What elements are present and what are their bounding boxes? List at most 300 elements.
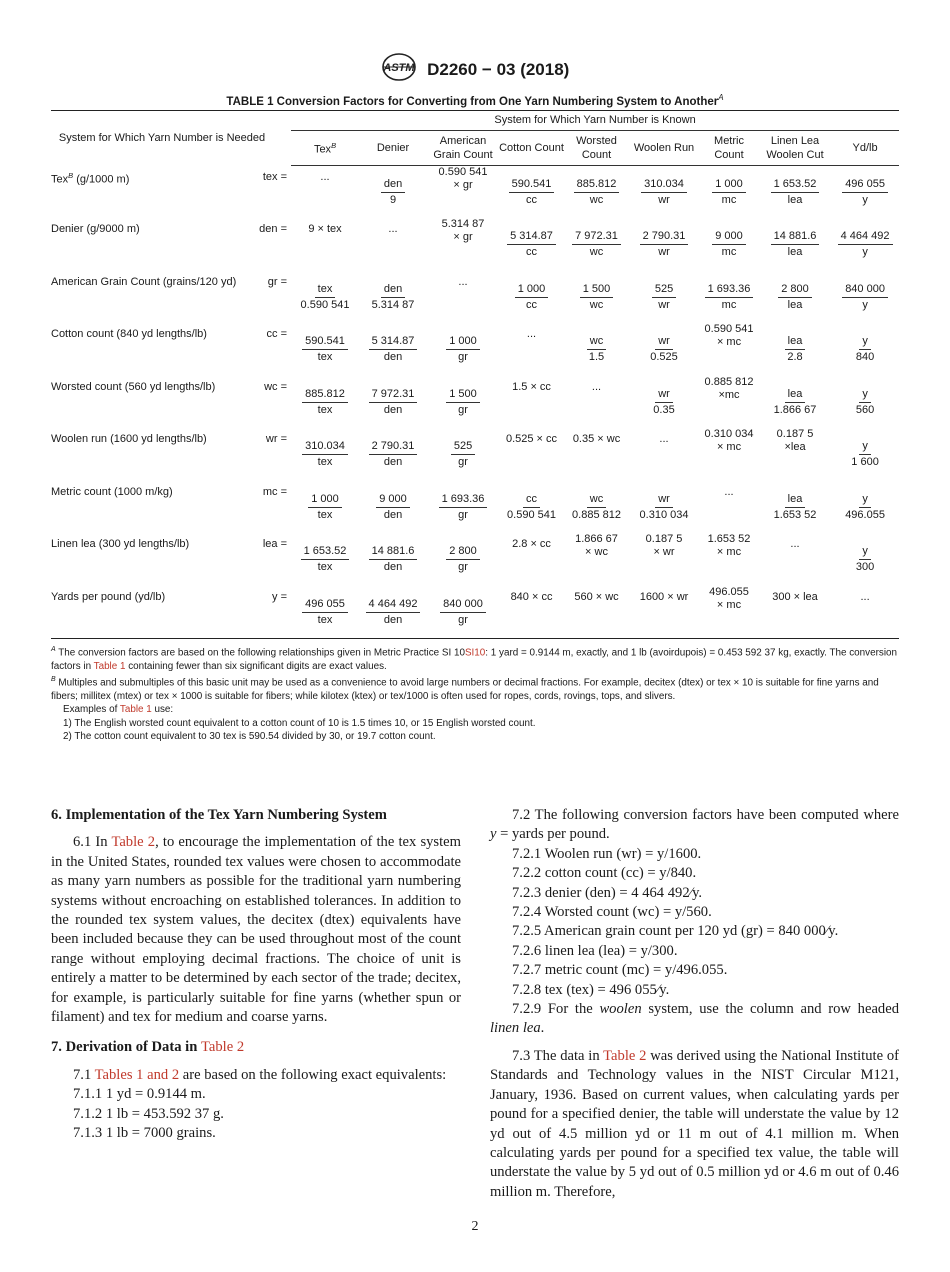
fraction-numerator: lea	[785, 388, 806, 403]
table-cell	[699, 586, 759, 639]
cell-value: ...	[388, 223, 398, 235]
factor-variable: ×mc	[718, 388, 740, 401]
cell-value: 560 × wc	[574, 590, 619, 603]
fraction	[771, 178, 820, 207]
section-7-heading-text: 7. Derivation of Data in	[51, 1039, 201, 1056]
fraction-denominator: wc	[589, 246, 604, 258]
fraction	[647, 335, 681, 364]
document-header	[0, 52, 950, 87]
fraction	[842, 178, 888, 207]
footnote-a	[51, 643, 899, 673]
fraction-denominator: den	[383, 561, 403, 573]
fraction-numerator: 840 000	[842, 283, 888, 298]
table-caption-text: TABLE 1 Conversion Factors for Converting from One Yarn Numbering System to Another	[226, 95, 719, 108]
row-label	[51, 586, 257, 639]
table-cell	[699, 376, 759, 429]
item-7-2-9-text: 7.2.9 For the	[512, 1001, 600, 1018]
fraction-numerator: 525	[652, 283, 676, 298]
item-7-2-1: 7.2.1 Woolen run (wr) = y/1600.	[512, 845, 702, 862]
fraction-denominator: 300	[855, 561, 875, 573]
footnote-a-text-3: containing fewer than six significant digits are exact values.	[125, 660, 387, 672]
fraction	[369, 335, 418, 364]
fraction-denominator: lea	[787, 298, 803, 311]
row-symbol: cc =	[266, 328, 288, 340]
fraction-denominator: tex	[317, 456, 333, 468]
factor-variable: × gr	[453, 231, 473, 243]
item-7-2-6: 7.2.6 linen lea (lea) = y/300.	[512, 942, 678, 959]
cell-value: 0.35 × wc	[572, 433, 621, 445]
product-expression	[709, 586, 749, 612]
tables-1-2-link[interactable]: Tables 1 and 2	[94, 1066, 180, 1083]
table-cell	[699, 323, 759, 376]
factor-value: 1.653 52	[707, 533, 751, 545]
fraction	[302, 440, 348, 469]
table-cell	[499, 218, 564, 271]
fraction-denominator: 560	[855, 403, 875, 416]
fraction-numerator: 590.541	[302, 335, 348, 350]
product-expression	[705, 376, 754, 402]
fraction-numerator: y	[859, 440, 871, 455]
table-cell	[629, 481, 699, 534]
fraction	[369, 388, 418, 417]
factor-value: 0.310 034	[704, 428, 754, 440]
row-label-text: Tex	[51, 173, 69, 186]
left-column	[51, 806, 461, 1144]
fraction-denominator: tex	[317, 613, 333, 626]
cell-value: 9 × tex	[308, 223, 342, 235]
table-cell	[831, 481, 899, 534]
factor-variable: × gr	[453, 179, 473, 191]
table-row	[51, 428, 899, 481]
linen-lea-term: linen lea	[490, 1020, 541, 1037]
fraction	[439, 493, 488, 522]
column-header-footnote-mark: B	[331, 141, 337, 151]
fraction-numerator: 1 000	[515, 283, 549, 298]
row-symbol: wr =	[265, 433, 288, 445]
cell-value: ...	[526, 328, 537, 340]
table-cell	[291, 376, 359, 429]
table-cell	[291, 586, 359, 639]
fraction-numerator: 1 693.36	[439, 493, 488, 508]
table-cell	[759, 376, 831, 429]
table-cell	[759, 166, 831, 219]
row-label	[51, 166, 257, 219]
fraction	[446, 388, 480, 417]
product-expression	[646, 533, 683, 559]
table-cell	[359, 428, 427, 481]
row-symbol: den =	[259, 223, 288, 235]
footnote-b	[51, 673, 899, 703]
table-2-link[interactable]: Table 2	[111, 834, 156, 851]
column-header	[629, 131, 699, 166]
table-cell	[831, 166, 899, 219]
fraction	[569, 493, 624, 522]
table-cell	[699, 533, 759, 586]
example-2: 2) The cotton count equivalent to 30 tex is 590.54 divided by 30, or 19.7 cotton count.	[63, 731, 436, 743]
paragraph-7-1-text: 7.1	[73, 1066, 95, 1083]
table-cell	[564, 586, 629, 639]
fraction	[376, 493, 410, 522]
fraction-denominator: y	[862, 246, 868, 258]
fraction	[705, 283, 754, 312]
fraction-denominator: mc	[721, 194, 737, 206]
table-body	[51, 166, 899, 639]
fraction	[446, 335, 480, 364]
needed-system-header: System for Which Yarn Number is Needed	[51, 111, 291, 166]
fraction	[446, 545, 480, 574]
row-label-text: American Grain Count (grains/120 yd)	[51, 275, 237, 288]
footnote-b-mark: B	[51, 676, 56, 684]
table-cell	[831, 533, 899, 586]
fraction-denominator: wc	[589, 194, 604, 206]
fraction-numerator: lea	[785, 493, 806, 508]
table-cell	[427, 481, 499, 534]
fraction	[298, 283, 353, 312]
column-header	[699, 131, 759, 166]
table-caption-footnote-mark: A	[718, 93, 724, 102]
fraction	[853, 545, 877, 574]
section-7-heading	[51, 1038, 461, 1057]
table-cell	[499, 376, 564, 429]
table-cell	[759, 481, 831, 534]
product-expression	[442, 218, 485, 244]
cell-value: 840 × cc	[510, 590, 553, 603]
table-cell	[564, 428, 629, 481]
cell-value: ...	[458, 275, 468, 288]
table-cell	[699, 166, 759, 219]
table-cell	[359, 481, 427, 534]
fraction-denominator: y	[862, 298, 868, 311]
fraction-denominator: 1 600	[851, 456, 879, 468]
item-7-2-8: 7.2.8 tex (tex) = 496 055⁄y.	[512, 981, 670, 998]
fraction-denominator: den	[383, 403, 403, 416]
fraction-denominator: 9	[389, 194, 397, 206]
fraction-numerator: wr	[655, 335, 673, 350]
factor-variable: × wc	[585, 546, 608, 558]
table-cell	[759, 586, 831, 639]
factor-value: 0.187 5	[645, 533, 683, 545]
column-header-label: American Grain Count	[433, 135, 493, 161]
fraction-numerator: 525	[451, 440, 475, 455]
fraction-denominator: tex	[317, 508, 333, 521]
table-row	[51, 586, 899, 639]
product-expression	[575, 533, 618, 559]
fraction	[778, 283, 812, 312]
examples-intro	[51, 703, 899, 716]
fraction-numerator: 885.812	[574, 178, 620, 193]
fraction-denominator: tex	[317, 403, 333, 416]
examples-intro-text-2: use:	[151, 704, 174, 716]
fraction-denominator: den	[383, 456, 403, 468]
table-cell	[629, 586, 699, 639]
cell-value: 1.5 × cc	[512, 380, 551, 393]
fraction-denominator: gr	[458, 403, 468, 416]
table-cell	[291, 166, 359, 219]
fraction-denominator: 496.055	[845, 508, 885, 521]
paragraph-7-3-text: 7.3 The data in	[512, 1047, 604, 1064]
fraction	[572, 230, 621, 259]
row-label-footnote-mark: B	[68, 170, 74, 180]
paragraph-7-3	[490, 1047, 899, 1202]
table-cell	[629, 166, 699, 219]
fraction-denominator: 0.310 034	[639, 508, 689, 521]
table-2-link[interactable]: Table 2	[603, 1047, 647, 1064]
fraction-denominator: lea	[787, 194, 803, 206]
column-header-label: Woolen Run	[633, 142, 695, 154]
example-1: 1) The English worsted count equivalent to a cotton count of 10 is 1.5 times 10, or 15 English worsted count.	[63, 717, 536, 729]
cell-value: 0.525 × cc	[505, 433, 558, 445]
table-cell	[359, 271, 427, 324]
fraction-denominator: 0.35	[653, 403, 675, 416]
table-row	[51, 271, 899, 324]
table-cell	[427, 376, 499, 429]
factor-value: 1.866 67	[575, 533, 618, 545]
product-expression	[439, 166, 488, 192]
fraction	[641, 178, 687, 207]
table-cell	[427, 323, 499, 376]
fraction	[302, 598, 348, 627]
column-header-label: Linen Lea Woolen Cut	[766, 135, 824, 161]
item-7-2-9-text-3: .	[540, 1020, 545, 1037]
fraction-numerator: 496 055	[842, 178, 888, 193]
fraction	[440, 598, 486, 627]
table-cell	[499, 533, 564, 586]
fraction-denominator: wc	[589, 298, 604, 311]
footnote-a-mark: A	[51, 646, 56, 653]
item-7-2-7: 7.2.7 metric count (mc) = y/496.055.	[512, 962, 728, 979]
footnote-a-text: The conversion factors are based on the following relationships given in Metric Practice SI 10	[55, 647, 465, 659]
document-designation: D2260 − 03 (2018)	[427, 59, 570, 79]
fraction	[302, 335, 348, 364]
fraction	[366, 598, 421, 627]
row-label	[51, 271, 257, 324]
fraction-denominator: cc	[526, 194, 537, 206]
fraction	[369, 545, 418, 574]
table-cell	[359, 323, 427, 376]
fraction	[842, 283, 888, 312]
paragraph-7-2-text: 7.2 The following conversion factors have been computed where	[512, 807, 899, 823]
fraction-denominator: wr	[658, 298, 670, 311]
row-label-text: Linen lea (300 yd lengths/lb)	[51, 538, 190, 550]
fraction-denominator: tex	[317, 561, 333, 573]
cell-value: ...	[790, 538, 800, 550]
table-cell	[564, 376, 629, 429]
fraction-numerator: 310.034	[302, 440, 348, 455]
table-cell	[831, 586, 899, 639]
table-cell	[427, 428, 499, 481]
column-header-label: Metric Count	[714, 135, 744, 161]
row-label	[51, 533, 257, 586]
row-label	[51, 323, 257, 376]
row-symbol: y =	[257, 586, 291, 639]
row-label-text: Woolen run (1600 yd lengths/lb)	[51, 433, 207, 445]
fraction	[838, 230, 893, 259]
fraction-denominator: 0.885 812	[572, 508, 621, 521]
factor-value: 0.590 541	[438, 166, 488, 178]
table-cell	[564, 481, 629, 534]
table-cell	[427, 166, 499, 219]
table-cell	[291, 481, 359, 534]
column-header	[831, 131, 899, 166]
row-label	[51, 481, 257, 534]
fraction	[369, 440, 418, 469]
fraction	[712, 178, 746, 207]
fraction-numerator: lea	[785, 335, 806, 350]
item-7-2-3: 7.2.3 denier (den) = 4 464 492⁄y.	[512, 884, 703, 901]
factor-variable: × mc	[716, 546, 742, 558]
fraction	[771, 493, 820, 522]
fraction	[302, 388, 348, 417]
table-cell	[499, 586, 564, 639]
astm-logo-icon	[381, 52, 417, 87]
fraction-denominator: 1.5	[588, 351, 605, 363]
fraction-numerator: y	[859, 545, 871, 560]
fraction	[451, 440, 475, 469]
table-cell	[831, 428, 899, 481]
table-cell	[291, 323, 359, 376]
table-1-link[interactable]: Table 1	[93, 660, 126, 672]
cell-value: ...	[659, 433, 669, 445]
fraction-denominator: 840	[855, 351, 875, 363]
paragraph-7-2-text-2: = yards per pound.	[496, 826, 610, 843]
fraction-numerator: 9 000	[712, 230, 746, 245]
table-cell	[359, 376, 427, 429]
fraction	[771, 388, 820, 417]
fraction-denominator: 2.8	[787, 351, 803, 363]
fraction	[771, 230, 820, 259]
fraction-numerator: 2 800	[446, 545, 480, 560]
fraction	[650, 388, 677, 417]
fraction-denominator: 0.525	[650, 351, 678, 363]
fraction-numerator: 1 000	[712, 178, 746, 193]
fraction-denominator: 1.866 67	[773, 403, 817, 416]
cell-value: 300 × lea	[772, 590, 818, 603]
table-cell	[359, 586, 427, 639]
paragraph-6-1	[51, 833, 461, 1027]
table-row	[51, 533, 899, 586]
fraction-denominator: gr	[458, 613, 468, 626]
factor-variable: × mc	[716, 336, 742, 348]
paragraph-7-1	[51, 1066, 461, 1085]
fraction-numerator: 1 653.52	[771, 178, 820, 193]
paragraph-7-3-text-2: was derived using the National Institute of Standards and Technology values in the NIST Circular M121, January, 1936. Based on current values, when calculating yards per pound for a specified denier, the table will understate the value by 12 yd out of 4.5 million yd or 11 m out of 4.1 million m. When calculating yards per pound for a specified tex value, the table will understate the value by 5 yd out of 0.5 million yd or 4.6 m out of 0.46 million m. Therefore,	[490, 1047, 899, 1200]
fraction-numerator: 496 055	[302, 598, 348, 613]
row-symbol: mc =	[262, 485, 288, 498]
table-cell	[759, 533, 831, 586]
table-cell	[359, 533, 427, 586]
fraction-denominator: wr	[658, 246, 670, 258]
table-cell	[291, 428, 359, 481]
table-cell	[427, 533, 499, 586]
table-cell	[699, 271, 759, 324]
table-cell	[759, 323, 831, 376]
table-cell	[564, 166, 629, 219]
table-cell	[831, 376, 899, 429]
row-label-text: Denier (g/9000 m)	[51, 223, 140, 235]
table-cell	[831, 271, 899, 324]
table-cell	[291, 218, 359, 271]
fraction-numerator: wr	[655, 388, 673, 403]
fraction-denominator: mc	[721, 298, 737, 311]
fraction	[853, 388, 877, 417]
fraction-denominator: tex	[317, 351, 333, 363]
column-header	[427, 131, 499, 166]
table-cell	[699, 428, 759, 481]
product-expression	[705, 428, 754, 454]
fraction-numerator: wc	[587, 493, 606, 508]
item-7-1-2: 7.1.2 1 lb = 453.592 37 g.	[73, 1105, 224, 1122]
fraction	[652, 283, 676, 312]
paragraph-6-1-text: 6.1 In	[73, 834, 112, 851]
row-label-text: Yards per pound (yd/lb)	[51, 590, 166, 603]
table-cell	[699, 218, 759, 271]
row-label	[51, 218, 257, 271]
column-header-label: Yd/lb	[852, 142, 878, 154]
fraction-denominator: wr	[658, 194, 670, 206]
fraction-numerator: 590.541	[509, 178, 555, 193]
row-symbol: wc =	[264, 380, 288, 393]
fraction	[504, 493, 559, 522]
section-6-heading: 6. Implementation of the Tex Yarn Numbering System	[51, 807, 387, 823]
fraction-denominator: den	[383, 613, 403, 626]
table-cell	[291, 533, 359, 586]
fraction-numerator: 1 500	[580, 283, 614, 298]
item-7-2-2: 7.2.2 cotton count (cc) = y/840.	[512, 865, 697, 882]
column-header-label: Worsted Count	[576, 135, 617, 161]
item-7-1-3: 7.1.3 1 lb = 7000 grains.	[73, 1125, 216, 1142]
si10-link[interactable]: SI10	[464, 647, 486, 659]
astm-logo-text: ASTM	[383, 62, 415, 74]
factor-value: 0.590 541	[704, 323, 754, 335]
table-1-link[interactable]: Table 1	[119, 704, 152, 716]
cell-value: ...	[591, 380, 602, 393]
column-header-label: Tex	[313, 143, 332, 156]
fraction	[509, 178, 555, 207]
item-7-2-4: 7.2.4 Worsted count (wc) = y/560.	[512, 904, 712, 921]
known-system-header: System for Which Yarn Number is Known	[291, 111, 899, 131]
table-footnotes	[51, 643, 899, 743]
row-symbol: lea =	[262, 538, 288, 550]
fraction-numerator: 1 500	[446, 388, 480, 403]
conversion-table	[51, 110, 899, 639]
table-cell	[629, 533, 699, 586]
item-7-2-9-text-2: system, use the column and row headed	[641, 1001, 899, 1018]
product-expression	[705, 323, 754, 349]
table-row	[51, 481, 899, 534]
table-caption	[52, 93, 898, 108]
fraction-numerator: 4 464 492	[366, 598, 421, 613]
factor-variable: × wr	[653, 546, 675, 558]
fraction	[848, 440, 882, 469]
table-cell	[831, 218, 899, 271]
table-2-link[interactable]: Table 2	[200, 1039, 245, 1056]
fraction-numerator: wr	[655, 493, 673, 508]
fraction-numerator: 7 972.31	[369, 388, 418, 403]
cell-value: ...	[724, 485, 734, 498]
fraction-numerator: 5 314.87	[369, 335, 418, 350]
table-cell	[564, 533, 629, 586]
table-cell	[564, 323, 629, 376]
table-cell	[759, 271, 831, 324]
fraction-denominator: den	[383, 351, 403, 363]
factor-value: 0.187 5	[776, 428, 814, 440]
fraction-numerator: den	[381, 283, 405, 298]
fraction-denominator: 1.653 52	[773, 508, 817, 521]
fraction-numerator: y	[859, 493, 871, 508]
item-7-2-9	[490, 1000, 899, 1039]
column-header-label: Denier	[376, 142, 410, 154]
fraction-numerator: tex	[315, 283, 336, 298]
